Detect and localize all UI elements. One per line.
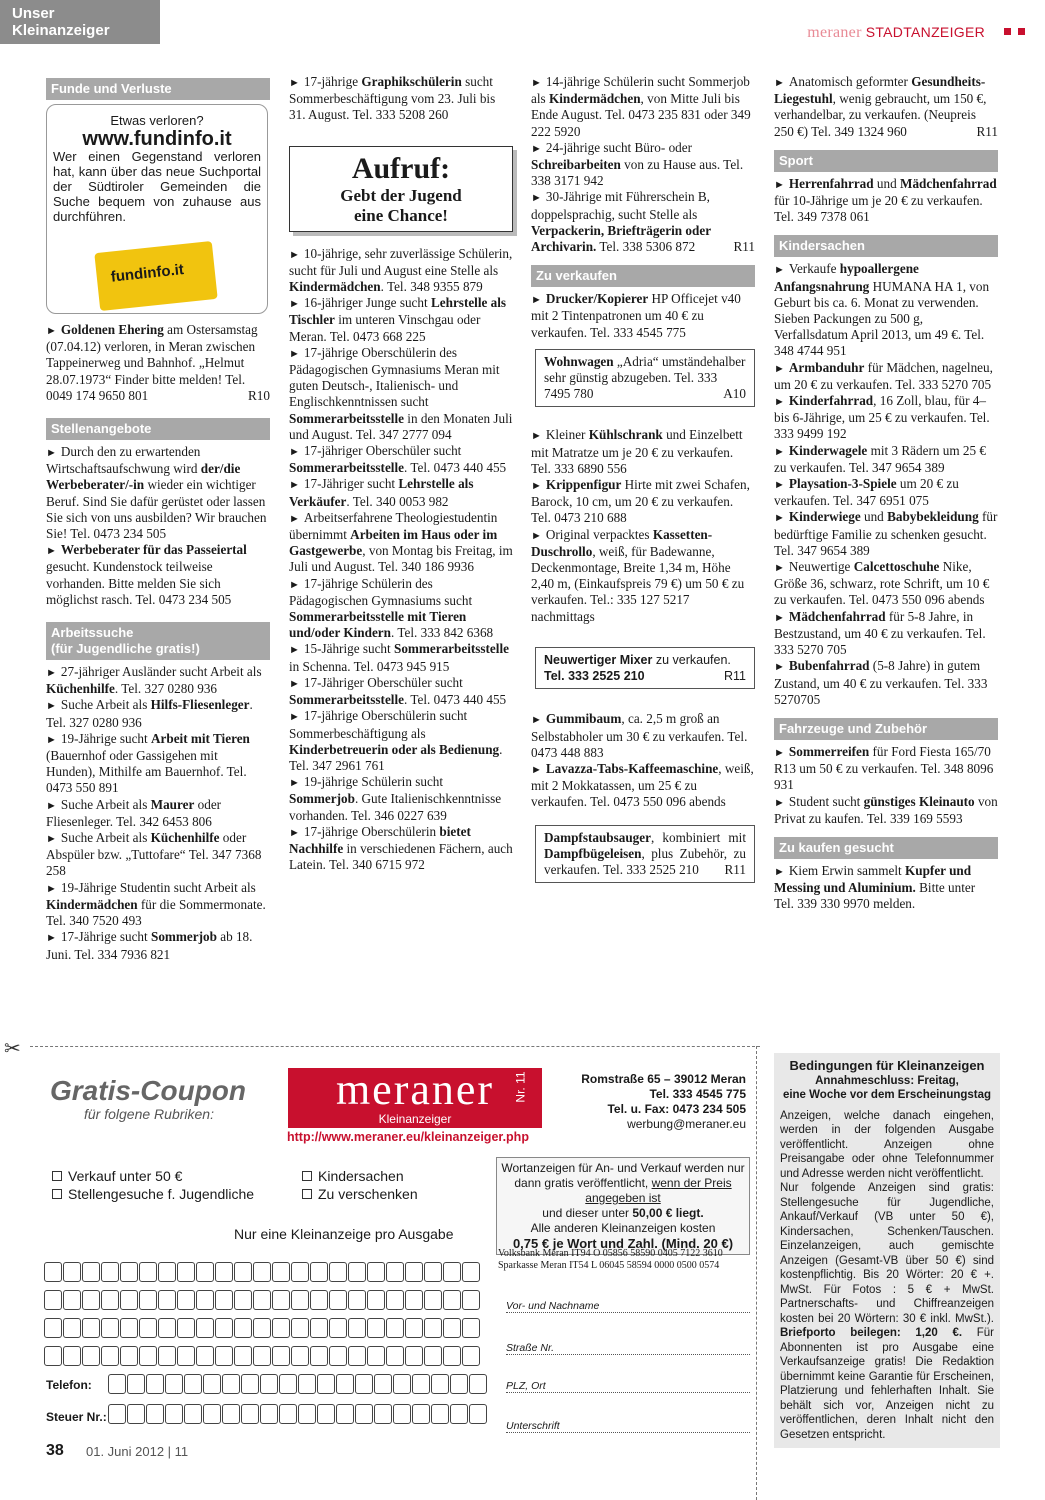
triangle-icon: ►	[774, 746, 785, 759]
list-item: ► 30-Jährige mit Führerschein B, doppelsprachig, sucht Stelle als Verpackerin, Briefträgerin oder Archivarin. Tel. 338 5306 872 R11	[531, 189, 755, 255]
grid-cell[interactable]	[127, 1404, 145, 1424]
grid-cell[interactable]	[462, 1290, 480, 1310]
list-item: ► 24-jährige sucht Büro- oder Schreibarbeiten von zu Hause aus. Tel. 338 3171 942	[531, 139, 744, 189]
triangle-icon: ►	[774, 512, 785, 525]
fundinfo-card-image: fundinfo.it	[94, 241, 217, 311]
column-2	[289, 74, 513, 873]
grid-cell[interactable]	[405, 1346, 423, 1366]
grid-cell[interactable]	[317, 1374, 335, 1394]
grid-cell[interactable]	[374, 1374, 392, 1394]
grid-cell[interactable]	[462, 1318, 480, 1338]
aufruf-box	[289, 146, 513, 232]
column-3	[531, 74, 755, 895]
triangle-icon: ►	[531, 480, 542, 493]
grid-cell[interactable]	[336, 1374, 354, 1394]
checkbox-icon[interactable]	[302, 1189, 312, 1199]
grid-cell[interactable]	[44, 1262, 62, 1282]
triangle-icon: ►	[531, 763, 542, 776]
aufruf-title: Aufruf:	[351, 151, 451, 185]
grid-cell[interactable]	[443, 1346, 461, 1366]
grid-cell[interactable]	[234, 1346, 252, 1366]
fundinfo-ad	[46, 104, 268, 314]
grid-cell[interactable]	[63, 1262, 81, 1282]
grid-cell[interactable]	[177, 1318, 195, 1338]
logo-sub: Kleinanzeiger	[378, 1112, 452, 1126]
grid-cell[interactable]	[272, 1262, 290, 1282]
grid-cell[interactable]	[63, 1290, 81, 1310]
grid-cell[interactable]	[272, 1346, 290, 1366]
list-item: ► Kinderwagele mit 3 Rädern um 25 € zu verkaufen. Tel. 347 9654 389	[774, 442, 986, 475]
conditions-title: Bedingungen für Kleinanzeigen	[789, 1058, 985, 1073]
list-item: ► 10-jährige, sehr zuverlässige Schülerin, sucht für Juli und August eine Stelle als Kindermädchen. Tel. 348 9355 879	[289, 245, 513, 295]
pricing-info: Wortanzeigen für An- und Verkauf werden nur dann gratis veröffentlicht, wenn der Preis angegeben ist und dieser unter 50,00 € liegt. Alle anderen Kleinanzeigen kosten 0,75 € je Wort und Zahl. (Mind. 20 €)	[496, 1157, 750, 1255]
grid-cell[interactable]	[329, 1346, 347, 1366]
triangle-icon: ►	[46, 799, 57, 812]
phone-grid[interactable]	[108, 1374, 488, 1394]
fundinfo-line1: Etwas verloren?	[110, 113, 204, 128]
grid-cell[interactable]	[108, 1374, 126, 1394]
grid-cell[interactable]	[101, 1262, 119, 1282]
bank-details: Volksbank Meran IT94 O 05856 58590 0405 7122 3610 Sparkasse Meran IT54 L 06045 58594 0000 0500 0574	[498, 1248, 723, 1271]
section-heading: Funde und Verluste	[46, 78, 270, 100]
grid-cell[interactable]	[469, 1374, 487, 1394]
meraner-logo	[288, 1065, 542, 1128]
list-item: ► Kinderfahrrad, 16 Zoll, blau, für 4– bis 6-Jährige, um 25 € zu verkaufen. Tel. 333 9499 192	[774, 393, 990, 442]
list-item: ► Sommerreifen für Ford Fiesta 165/70 R13 um 50 € zu verkaufen. Tel. 348 8096 931	[774, 743, 994, 793]
triangle-icon: ►	[46, 932, 57, 945]
grid-cell[interactable]	[310, 1318, 328, 1338]
grid-cell[interactable]	[374, 1404, 392, 1424]
fundinfo-url: www.fundinfo.it	[82, 128, 232, 151]
triangle-icon: ►	[46, 700, 57, 713]
grid-cell[interactable]	[184, 1374, 202, 1394]
list-item: ► Drucker/Kopierer HP Officejet v40 mit 2 Tintenpatronen um 40 € zu verkaufen. Tel. 333 4545 775	[531, 291, 741, 340]
list-item: ► 17-jährige Graphikschülerin sucht Sommerbeschäftigung vom 23. Juli bis 31. August. Tel. 333 5208 260	[289, 74, 496, 123]
grid-cell[interactable]	[253, 1262, 271, 1282]
section-tab	[0, 0, 160, 44]
brand-square	[1018, 28, 1025, 35]
triangle-icon: ►	[289, 826, 300, 839]
grid-cell[interactable]	[298, 1374, 316, 1394]
grid-cell[interactable]	[329, 1290, 347, 1310]
grid-cell[interactable]	[450, 1374, 468, 1394]
list-item: ► Kleiner Kühlschrank und Einzelbett mit Matratze um je 20 € zu verkaufen. Tel. 333 6890 556	[531, 427, 743, 476]
grid-cell[interactable]	[234, 1318, 252, 1338]
section-heading: Kindersachen	[774, 235, 998, 257]
grid-cell[interactable]	[127, 1374, 145, 1394]
label-telefon: Telefon:	[46, 1378, 92, 1392]
grid-cell[interactable]	[222, 1404, 240, 1424]
triangle-icon: ►	[774, 562, 785, 575]
address-block: Romstraße 65 – 39012 Meran Tel. 333 4545 775 Tel. u. Fax: 0473 234 505 werbung@meraner.eu	[581, 1072, 746, 1131]
label-steuer: Steuer Nr.:	[46, 1410, 107, 1424]
grid-cell[interactable]	[424, 1262, 442, 1282]
section-heading: Sport	[774, 150, 998, 172]
grid-cell[interactable]	[348, 1346, 366, 1366]
triangle-icon: ►	[774, 611, 785, 624]
checkbox-icon[interactable]	[302, 1171, 312, 1181]
grid-cell[interactable]	[215, 1318, 233, 1338]
list-item: ► 17-jährige Oberschülerin des Pädagogischen Gymnasiums Meran mit guten Deutsch-, Italienisch- und Englischkenntnissen sucht Sommerarbeitsstelle in den Monaten Juli und August. Tel. 347 2777 094	[289, 344, 513, 442]
triangle-icon: ►	[289, 77, 300, 89]
grid-cell[interactable]	[101, 1318, 119, 1338]
grid-cell[interactable]	[120, 1262, 138, 1282]
grid-cell[interactable]	[120, 1346, 138, 1366]
list-item: ► Goldenen Ehering am Ostersamstag (07.04.12) verloren, in Meran zwischen Tappeinerweg und Bahnhof. „Helmut 28.07.1973“ Finder bitte melden! Tel. 0049 174 9650 801 R10	[46, 322, 270, 403]
triangle-icon: ►	[531, 430, 542, 443]
grid-cell[interactable]	[424, 1346, 442, 1366]
grid-cell[interactable]	[215, 1290, 233, 1310]
grid-cell[interactable]	[386, 1290, 404, 1310]
grid-cell[interactable]	[82, 1262, 100, 1282]
list-item: ► 17-Jähriger sucht Lehrstelle als Verkäufer. Tel. 340 0053 982	[289, 476, 474, 509]
grid-cell[interactable]	[310, 1262, 328, 1282]
grid-cell[interactable]	[279, 1404, 297, 1424]
triangle-icon: ►	[289, 711, 300, 724]
grid-cell[interactable]	[146, 1404, 164, 1424]
list-item: ► 14-jährige Schülerin sucht Sommerjob als Kindermädchen, von Mitte Juli bis Ende August. Tel. 0473 235 831 oder 349 222 5920	[531, 74, 751, 139]
list-item: ► Kinderwiege und Babybekleidung für bedürftige Familie zu schenken gesucht. Tel. 347 9654 389	[774, 509, 998, 558]
grid-cell[interactable]	[120, 1318, 138, 1338]
checkbox-verschenken[interactable]: Zu verschenken	[302, 1185, 418, 1203]
grid-cell[interactable]	[329, 1262, 347, 1282]
section-tab-line2: Kleinanzeiger	[12, 22, 110, 39]
checkbox-icon[interactable]	[52, 1171, 62, 1181]
triangle-icon: ►	[289, 446, 300, 459]
list-item: ► Neuwertige Calcettoschuhe Nike, Größe 36, schwarz, rote Schrift, um 10 € zu verkaufen. Tel. 0473 550 096 abends	[774, 559, 990, 608]
grid-cell[interactable]	[291, 1346, 309, 1366]
grid-cell[interactable]	[44, 1290, 62, 1310]
grid-cell[interactable]	[139, 1290, 157, 1310]
fundinfo-text: Wer einen Gegenstand verloren hat, kann über das neue Suchportal der Südtiroler Gemeinden die Suche bequem von zuhause aus durchführen.	[53, 149, 261, 225]
triangle-icon: ►	[531, 529, 542, 542]
grid-cell[interactable]	[260, 1404, 278, 1424]
grid-cell[interactable]	[158, 1290, 176, 1310]
grid-cell[interactable]	[63, 1318, 81, 1338]
logo-issue-number: Nr. 11	[513, 1071, 528, 1103]
text-grid-row[interactable]	[44, 1290, 481, 1310]
brand-meraner: meraner	[807, 24, 862, 41]
triangle-icon: ►	[46, 882, 57, 895]
grid-cell[interactable]	[272, 1290, 290, 1310]
checkbox-group	[302, 1167, 418, 1203]
logo-word: meraner	[335, 1065, 495, 1114]
grid-cell[interactable]	[82, 1318, 100, 1338]
grid-cell[interactable]	[215, 1262, 233, 1282]
grid-cell[interactable]	[329, 1318, 347, 1338]
grid-cell[interactable]	[120, 1290, 138, 1310]
grid-cell[interactable]	[184, 1404, 202, 1424]
text-grid-row[interactable]	[44, 1318, 481, 1338]
boxed-ad: Wohnwagen „Adria“ umständehalber sehr günstig abzugeben. Tel. 333 7495 780 A10	[535, 349, 755, 408]
page-number: 38	[46, 1442, 64, 1459]
coupon-url-link[interactable]: http://www.meraner.eu/kleinanzeiger.php	[287, 1130, 529, 1144]
boxed-ad: Neuwertiger Mixer zu verkaufen. Tel. 333 2525 210 R11	[535, 647, 755, 689]
triangle-icon: ►	[289, 644, 300, 657]
grid-cell[interactable]	[63, 1346, 81, 1366]
tax-grid[interactable]	[108, 1404, 488, 1424]
grid-cell[interactable]	[158, 1262, 176, 1282]
coupon-subtitle: für folgene Rubriken:	[84, 1106, 214, 1122]
grid-cell[interactable]	[253, 1346, 271, 1366]
list-item: ► Bubenfahrrad (5-8 Jahre) in gutem Zustand, um 40 € zu verkaufen. Tel. 333 5270705	[774, 658, 988, 707]
grid-cell[interactable]	[101, 1290, 119, 1310]
list-item: ► 19-Jährige sucht Arbeit mit Tieren (Bauernhof oder Gassigehen mit Hunden), Mithilfe am Bauernhof. Tel. 0473 550 891	[46, 730, 250, 796]
grid-cell[interactable]	[291, 1262, 309, 1282]
grid-cell[interactable]	[386, 1262, 404, 1282]
conditions-deadline: Annahmeschluss: Freitag, eine Woche vor dem Erscheinungstag	[782, 1074, 992, 1101]
triangle-icon: ►	[531, 294, 542, 307]
list-item: ► Anatomisch geformter Gesundheits-Liegestuhl, wenig gebraucht, um 150 €, verhandelbar, zu verkaufen. (Neupreis 250 €) Tel. 349 1324 960 R11	[774, 74, 998, 139]
grid-cell[interactable]	[139, 1262, 157, 1282]
list-item: ► Mädchenfahrrad für 5-8 Jahre, in Bestzustand, um 40 € zu verkaufen. Tel. 333 5270 705	[774, 608, 986, 658]
grid-cell[interactable]	[158, 1346, 176, 1366]
triangle-icon: ►	[531, 714, 542, 727]
brand-stadt: STADTANZEIGER	[865, 24, 985, 40]
text-grid-row[interactable]	[44, 1262, 481, 1282]
triangle-icon: ►	[774, 77, 785, 89]
list-item: ► Werbeberater für das Passeiertal gesucht. Kundenstock teilweise vorhanden. Bitte melden Sie sich möglichst rasch. Tel. 0473 234 505	[46, 542, 247, 607]
conditions-box	[774, 1053, 1000, 1448]
grid-cell[interactable]	[272, 1318, 290, 1338]
grid-cell[interactable]	[431, 1374, 449, 1394]
list-item: ► 17-jährige Oberschülerin sucht Sommerbeschäftigung als Kinderbetreuerin oder als Bedienung. Tel. 347 2961 761	[289, 708, 503, 773]
street-field[interactable]: Straße Nr.	[506, 1342, 750, 1355]
grid-cell[interactable]	[469, 1404, 487, 1424]
city-field[interactable]: PLZ, Ort	[506, 1380, 750, 1393]
triangle-icon: ►	[46, 325, 57, 337]
list-item: ► Suche Arbeit als Küchenhilfe oder Abspüler bzw. „Tuttofare“ Tel. 347 7368 258	[46, 830, 262, 879]
list-item: ► Original verpacktes Kassetten-Duschrollo, weiß, für Badewanne, Deckenmontage, Breite 1,34 m, Höhe 2,40 m, (Einkaufspreis 79 €) um 50 € zu verkaufen. Tel.: 335 127 5217 nachmittags	[531, 526, 745, 624]
column-1	[46, 74, 270, 963]
conditions-text: Nur folgende Anzeigen sind gratis: Stellengesuche für Jugendliche, Ankauf/Verkauf (VB unter 50 €), Kindersachen, Schenken/Tauschen. Einzelanzeigen, auch gemischte Anzeigen (Gesamt-VB über 50 €) sind kostenpflichtig. Bis 20 Wörter: 20 € +. MwSt. Für Fotos : 5 € + MwSt. Partnerschafts- und Chiffreanzeigen kosten bei 20 Wörtern: 30 € inkl. MwSt.). Briefporto beilegen: 1,20 €. Für Abonnenten ist pro Ausgabe eine Verkaufsanzeige gratis! Die Redaktion übernimmt keine Garantie für Erscheinen, Platzierung und fehlerhaften Inhalt. Sie behält sich vor, Anzeigen nicht zu veröffentlichen, deren Inhalt nicht den Gesetzen entspricht.	[780, 1182, 994, 1441]
grid-cell[interactable]	[405, 1262, 423, 1282]
one-ad-note: Nur eine Kleinanzeige pro Ausgabe	[234, 1226, 454, 1242]
triangle-icon: ►	[46, 667, 57, 680]
grid-cell[interactable]	[196, 1290, 214, 1310]
list-item: ► Student sucht günstiges Kleinauto von Privat zu kaufen. Tel. 339 169 5593	[774, 793, 998, 826]
list-item: ► Herrenfahrrad und Mädchenfahrrad für 10-Jährige um je 20 € zu verkaufen. Tel. 349 7378 061	[774, 175, 997, 225]
section-tab-line1: Unser	[12, 5, 55, 22]
cut-line	[30, 1046, 760, 1047]
triangle-icon: ►	[289, 677, 300, 690]
grid-cell[interactable]	[450, 1404, 468, 1424]
aufruf-subtitle: eine Chance!	[354, 205, 448, 225]
grid-cell[interactable]	[431, 1404, 449, 1424]
grid-cell[interactable]	[101, 1346, 119, 1366]
grid-cell[interactable]	[177, 1346, 195, 1366]
triangle-icon: ►	[774, 796, 785, 809]
grid-cell[interactable]	[386, 1346, 404, 1366]
triangle-icon: ►	[46, 833, 57, 846]
grid-cell[interactable]	[291, 1318, 309, 1338]
list-item: ► Gummibaum, ca. 2,5 m groß an Selbstabholer um 30 € zu verkaufen. Tel. 0473 448 883	[531, 711, 748, 760]
triangle-icon: ►	[289, 347, 300, 360]
grid-cell[interactable]	[367, 1346, 385, 1366]
checkbox-group	[52, 1167, 254, 1203]
grid-cell[interactable]	[443, 1262, 461, 1282]
grid-cell[interactable]	[279, 1374, 297, 1394]
list-item: ► 27-jähriger Ausländer sucht Arbeit als Küchenhilfe. Tel. 327 0280 936	[46, 664, 262, 697]
triangle-icon: ►	[46, 545, 57, 558]
triangle-icon: ►	[774, 479, 785, 492]
list-item: ► 17-Jährige sucht Sommerjob ab 18. Juni. Tel. 334 7936 821	[46, 929, 253, 962]
grid-cell[interactable]	[355, 1404, 373, 1424]
triangle-icon: ►	[289, 298, 300, 311]
brand-header	[807, 24, 985, 42]
column-4	[774, 74, 998, 913]
grid-cell[interactable]	[386, 1318, 404, 1338]
grid-cell[interactable]	[355, 1374, 373, 1394]
brand-square	[1004, 28, 1011, 35]
section-heading: Zu kaufen gesucht	[774, 837, 998, 859]
grid-cell[interactable]	[291, 1290, 309, 1310]
issue-date: 01. Juni 2012 | 11	[86, 1444, 189, 1459]
cut-line	[756, 1046, 757, 1500]
grid-cell[interactable]	[348, 1262, 366, 1282]
section-heading: Fahrzeuge und Zubehör	[774, 718, 998, 740]
checkbox-stellengesuche[interactable]: Stellengesuche f. Jugendliche	[52, 1185, 254, 1203]
grid-cell[interactable]	[443, 1290, 461, 1310]
list-item: ► Kiem Erwin sammelt Kupfer und Messing und Aluminium. Bitte unter Tel. 339 330 9970 melden.	[774, 862, 976, 912]
triangle-icon: ►	[531, 142, 542, 155]
boxed-ad: Dampfstaubsauger, kombiniert mit Dampfbügeleisen, plus Zubehör, zu verkaufen. Tel. 333 2525 210 R11	[535, 825, 755, 884]
list-item: ► 19-jährige Schülerin sucht Sommerjob. Gute Italienischkenntnisse vorhanden. Tel. 346 0227 639	[289, 774, 502, 823]
grid-cell[interactable]	[412, 1404, 430, 1424]
grid-cell[interactable]	[367, 1290, 385, 1310]
coupon-title: Gratis-Coupon	[50, 1075, 246, 1106]
grid-cell[interactable]	[165, 1404, 183, 1424]
list-item: ► Lavazza-Tabs-Kaffeemaschine, weiß, mit 2 Mokkatassen, um 25 € zu verkaufen. Tel. 0473 550 096 abends	[531, 760, 754, 810]
grid-cell[interactable]	[253, 1290, 271, 1310]
grid-cell[interactable]	[367, 1318, 385, 1338]
list-item: ► 16-jähriger Junge sucht Lehrstelle als Tischler im unteren Vinschgau oder Meran. Tel. 0473 668 225	[289, 295, 507, 344]
triangle-icon: ►	[774, 396, 785, 409]
aufruf-subtitle: Gebt der Jugend	[340, 185, 462, 205]
triangle-icon: ►	[46, 733, 57, 746]
checkbox-kindersachen[interactable]: Kindersachen	[302, 1167, 418, 1185]
grid-cell[interactable]	[222, 1374, 240, 1394]
grid-cell[interactable]	[412, 1374, 430, 1394]
scissors-icon: ✂	[4, 1038, 21, 1060]
list-item: ► Armbanduhr für Mädchen, nagelneu, um 20 € zu verkaufen. Tel. 333 5270 705	[774, 359, 993, 392]
triangle-icon: ►	[46, 447, 57, 460]
section-heading: Zu verkaufen	[531, 265, 755, 287]
grid-cell[interactable]	[298, 1404, 316, 1424]
list-item: ► Krippenfigur Hirte mit zwei Schafen, Barock, 10 cm, um 20 € zu verkaufen. Tel. 0473 210 688	[531, 477, 750, 526]
grid-cell[interactable]	[393, 1404, 411, 1424]
section-heading: Stellenangebote	[46, 418, 270, 440]
grid-cell[interactable]	[177, 1262, 195, 1282]
triangle-icon: ►	[531, 192, 542, 205]
grid-cell[interactable]	[44, 1346, 62, 1366]
text-grid-row[interactable]	[44, 1346, 481, 1366]
list-item: ► Suche Arbeit als Hilfs-Fliesenleger. Tel. 327 0280 936	[46, 697, 253, 730]
grid-cell[interactable]	[44, 1318, 62, 1338]
grid-cell[interactable]	[139, 1318, 157, 1338]
grid-cell[interactable]	[196, 1262, 214, 1282]
grid-cell[interactable]	[203, 1404, 221, 1424]
grid-cell[interactable]	[82, 1346, 100, 1366]
grid-cell[interactable]	[462, 1346, 480, 1366]
grid-cell[interactable]	[108, 1404, 126, 1424]
grid-cell[interactable]	[367, 1262, 385, 1282]
grid-cell[interactable]	[241, 1374, 259, 1394]
list-item: ► Arbeitserfahrene Theologiestudentin übernimmt Arbeiten im Haus oder im Gastgewerbe, von Montag bis Freitag, im Juli und August. Tel. 340 186 9936	[289, 509, 513, 575]
grid-cell[interactable]	[241, 1404, 259, 1424]
list-item: ► Suche Arbeit als Maurer oder Fliesenleger. Tel. 342 6453 806	[46, 796, 222, 829]
grid-cell[interactable]	[317, 1404, 335, 1424]
grid-cell[interactable]	[146, 1374, 164, 1394]
grid-cell[interactable]	[405, 1318, 423, 1338]
triangle-icon: ►	[531, 77, 542, 89]
triangle-icon: ►	[289, 479, 300, 492]
list-item: ► Playsation-3-Spiele um 20 € zu verkaufen. Tel. 347 6951 075	[774, 476, 959, 509]
grid-cell[interactable]	[165, 1374, 183, 1394]
list-item: ► Durch den zu erwartenden Wirtschaftsaufschwung wird der/die Werbeberater/-in wieder ein wichtiger Beruf. Sind Sie dafür gerüstet oder lassen Sie sich von uns ausbilden? Wir brauchen Sie! Tel. 0473 234 505	[46, 444, 267, 542]
grid-cell[interactable]	[405, 1290, 423, 1310]
triangle-icon: ►	[289, 512, 300, 525]
list-item: ► 15-Jährige sucht Sommerarbeitsstelle in Schenna. Tel. 0473 945 915	[289, 641, 509, 674]
checkbox-icon[interactable]	[52, 1189, 62, 1199]
grid-cell[interactable]	[393, 1374, 411, 1394]
triangle-icon: ►	[289, 248, 300, 261]
name-field[interactable]: Vor- und Nachname	[506, 1300, 750, 1313]
grid-cell[interactable]	[177, 1290, 195, 1310]
grid-cell[interactable]	[234, 1290, 252, 1310]
triangle-icon: ►	[774, 661, 785, 674]
triangle-icon: ►	[774, 445, 785, 458]
triangle-icon: ►	[289, 777, 300, 790]
list-item: ► 17-jährige Oberschülerin bietet Nachhilfe in verschiedenen Fächern, auch Latein. Tel. 340 6715 972	[289, 823, 513, 873]
checkbox-verkauf[interactable]: Verkauf unter 50 €	[52, 1167, 254, 1185]
conditions-text: Anzeigen, welche danach eingehen, werden in der folgenden Ausgabe veröffentlicht. Anzeigen ohne Preisangabe oder ohne Telefonnummer und Adresse werden nicht veröffentlicht.	[780, 1109, 994, 1180]
list-item: ► Verkaufe hypoallergene Anfangsnahrung HUMANA HA 1, von Geburt bis ca. 6. Monat zu verwenden. Sieben Packungen zu 500 g, Verfallsdatum April 2013, um 49 €. Tel. 348 4744 951	[774, 261, 990, 359]
grid-cell[interactable]	[253, 1318, 271, 1338]
grid-cell[interactable]	[424, 1318, 442, 1338]
triangle-icon: ►	[289, 578, 300, 591]
list-item: ► 19-Jährige Studentin sucht Arbeit als Kindermädchen für die Sommermonate. Tel. 340 7520 493	[46, 879, 266, 929]
list-item: ► 17-jähriger Oberschüler sucht Sommerarbeitsstelle. Tel. 0473 440 455	[289, 443, 507, 476]
grid-cell[interactable]	[348, 1290, 366, 1310]
triangle-icon: ►	[774, 264, 785, 277]
grid-cell[interactable]	[310, 1346, 328, 1366]
grid-cell[interactable]	[424, 1290, 442, 1310]
grid-cell[interactable]	[260, 1374, 278, 1394]
grid-cell[interactable]	[196, 1318, 214, 1338]
grid-cell[interactable]	[158, 1318, 176, 1338]
grid-cell[interactable]	[139, 1346, 157, 1366]
signature-field[interactable]: Unterschrift	[506, 1420, 750, 1433]
grid-cell[interactable]	[234, 1262, 252, 1282]
list-item: ► 17-jährige Schülerin des Pädagogischen Gymnasiums sucht Sommerarbeitsstelle mit Tieren und/oder Kindern. Tel. 333 842 6368	[289, 575, 494, 641]
grid-cell[interactable]	[443, 1318, 461, 1338]
section-heading: Arbeitssuche (für Jugendliche gratis!)	[46, 622, 270, 660]
triangle-icon: ►	[774, 178, 785, 191]
grid-cell[interactable]	[336, 1404, 354, 1424]
grid-cell[interactable]	[203, 1374, 221, 1394]
grid-cell[interactable]	[215, 1346, 233, 1366]
grid-cell[interactable]	[462, 1262, 480, 1282]
triangle-icon: ►	[774, 865, 785, 878]
grid-cell[interactable]	[348, 1318, 366, 1338]
grid-cell[interactable]	[310, 1290, 328, 1310]
grid-cell[interactable]	[82, 1290, 100, 1310]
list-item: ► 17-Jähriger Oberschüler sucht Sommerarbeitsstelle. Tel. 0473 440 455	[289, 674, 507, 708]
grid-cell[interactable]	[196, 1346, 214, 1366]
triangle-icon: ►	[774, 362, 785, 375]
